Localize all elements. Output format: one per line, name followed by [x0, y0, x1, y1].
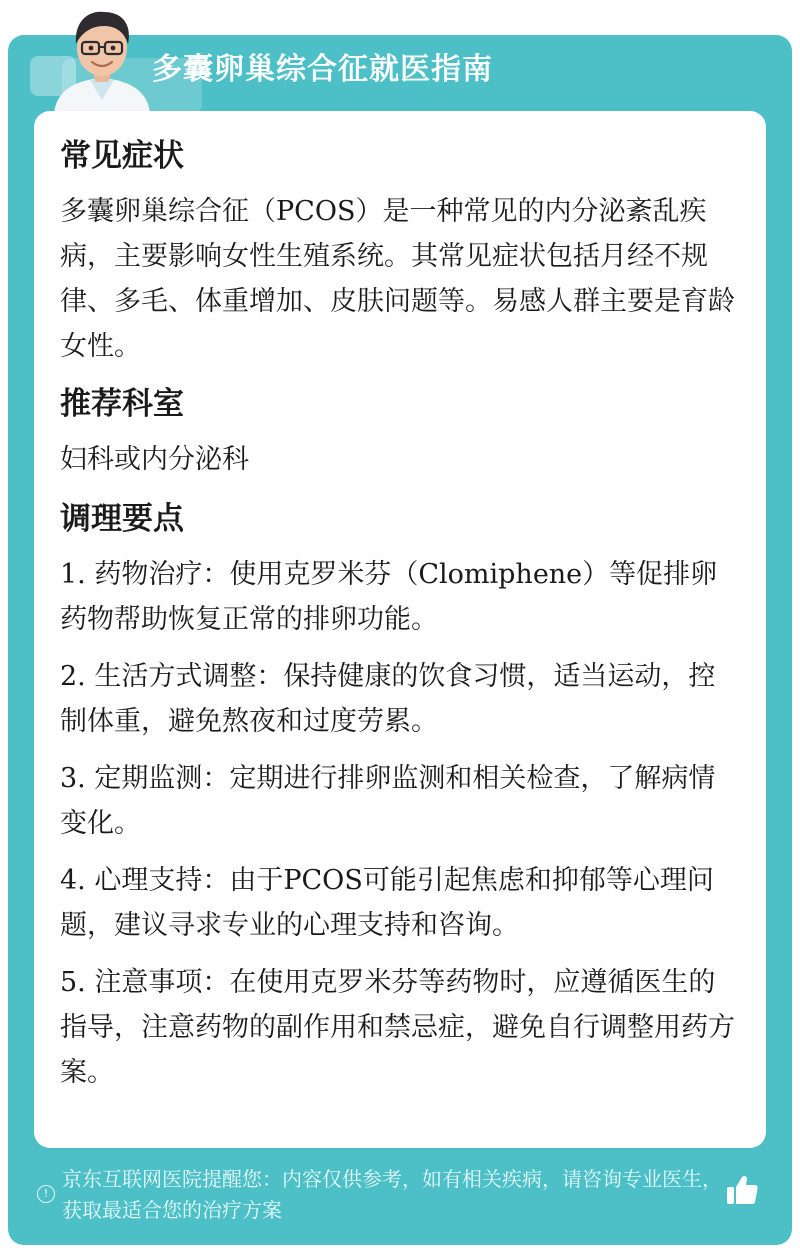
- list-item-number: 1.: [60, 559, 86, 590]
- thumbs-up-icon[interactable]: [724, 1172, 760, 1208]
- list-item-text: 注意事项：在使用克罗米芬等药物时，应遵循医生的指导，注意药物的副作用和禁忌症，避免自行调整用药方案。: [60, 967, 735, 1088]
- list-item-text: 定期监测：定期进行排卵监测和相关检查，了解病情变化。: [60, 763, 716, 839]
- list-item: [60, 858, 740, 948]
- content-card: [34, 111, 766, 1148]
- doctor-avatar-icon: [46, 4, 158, 114]
- tips-heading: 调理要点: [60, 501, 184, 537]
- department-text: 妇科或内分泌科: [60, 444, 249, 475]
- list-item-text: 生活方式调整：保持健康的饮食习惯，适当运动，控制体重，避免熬夜和过度劳累。: [60, 661, 716, 737]
- symptoms-heading: 常见症状: [60, 138, 184, 174]
- list-item-latin: Clomiphene: [418, 559, 583, 590]
- list-item-latin: PCOS: [283, 865, 363, 896]
- list-item: [60, 960, 740, 1095]
- symptoms-text: [60, 189, 740, 369]
- list-item-number: 3.: [60, 763, 86, 794]
- list-item-number: 5.: [60, 967, 86, 998]
- list-item-text: ）等促排卵药物帮助恢复正常的排卵功能。: [60, 559, 718, 635]
- list-item: [60, 552, 740, 642]
- list-item-number: 4.: [60, 865, 86, 896]
- page-title: 多囊卵巢综合征就医指南: [152, 52, 493, 87]
- info-icon: !: [37, 1185, 55, 1203]
- list-item: [60, 756, 740, 846]
- list-item-text: 心理支持：由于: [85, 865, 284, 896]
- tips-list: [60, 552, 740, 1095]
- list-item-number: 2.: [60, 661, 86, 692]
- list-item: [60, 654, 740, 744]
- department-heading: 推荐科室: [60, 386, 184, 422]
- list-item-text: 可能引起焦虑和抑郁等心理问题，建议寻求专业的心理支持和咨询。: [60, 865, 714, 941]
- symptoms-text-part: 多囊卵巢综合征（: [60, 196, 276, 227]
- footer-notice: 京东互联网医院提醒您：内容仅供参考，如有相关疾病，请咨询专业医生，获取最适合您的治疗方案: [62, 1167, 722, 1222]
- symptoms-text-part: ）是一种常见的内分泌紊乱疾病，主要影响女性生殖系统。其常见症状包括月经不规律、多毛、体重增加、皮肤问题等。易感人群主要是育龄女性。: [60, 196, 735, 362]
- list-item-text: 药物治疗：使用克罗米芬（: [85, 559, 419, 590]
- symptoms-text-latin: PCOS: [276, 196, 356, 227]
